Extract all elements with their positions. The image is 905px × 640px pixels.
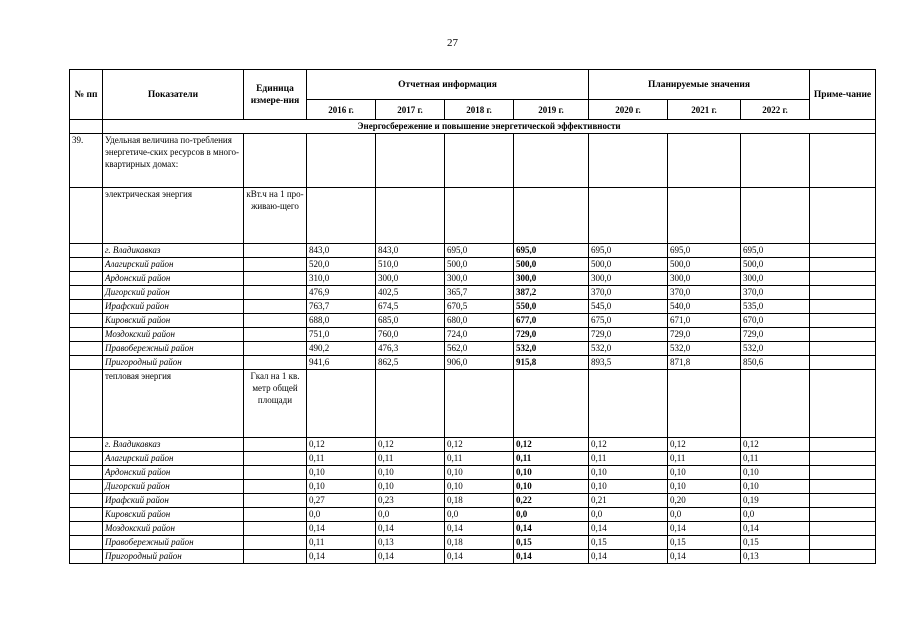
value-cell: 0,14 <box>668 522 741 536</box>
value-cell: 760,0 <box>376 328 445 342</box>
district-name: Дигорский район <box>103 286 244 300</box>
value-cell: 370,0 <box>741 286 810 300</box>
value-cell: 0,14 <box>668 550 741 564</box>
value-cell: 862,5 <box>376 356 445 370</box>
value-cell: 0,10 <box>307 466 376 480</box>
value-cell: 724,0 <box>445 328 514 342</box>
district-name: Кировский район <box>103 314 244 328</box>
value-cell: 0,10 <box>514 480 589 494</box>
value-cell: 0,15 <box>514 536 589 550</box>
value-cell: 0,11 <box>741 452 810 466</box>
value-cell: 688,0 <box>307 314 376 328</box>
value-cell: 763,7 <box>307 300 376 314</box>
value-cell: 0,15 <box>741 536 810 550</box>
header-year: 2018 г. <box>445 100 514 120</box>
value-cell: 677,0 <box>514 314 589 328</box>
value-cell: 729,0 <box>589 328 668 342</box>
value-cell: 0,10 <box>589 480 668 494</box>
value-cell: 0,27 <box>307 494 376 508</box>
table-row <box>70 438 876 452</box>
value-cell: 850,6 <box>741 356 810 370</box>
district-name: Ардонский район <box>103 466 244 480</box>
district-name: Кировский район <box>103 508 244 522</box>
value-cell: 0,11 <box>307 452 376 466</box>
district-name: г. Владикавказ <box>103 438 244 452</box>
table-row <box>70 480 876 494</box>
value-cell: 729,0 <box>514 328 589 342</box>
district-name: Ирафский район <box>103 494 244 508</box>
header-year: 2022 г. <box>741 100 810 120</box>
value-cell: 0,11 <box>307 536 376 550</box>
value-cell: 300,0 <box>589 272 668 286</box>
value-cell: 0,13 <box>376 536 445 550</box>
value-cell: 0,11 <box>445 452 514 466</box>
district-name: Правобережный район <box>103 342 244 356</box>
value-cell: 695,0 <box>668 244 741 258</box>
value-cell: 300,0 <box>741 272 810 286</box>
header-year: 2021 г. <box>668 100 741 120</box>
value-cell: 0,10 <box>445 480 514 494</box>
value-cell: 0,14 <box>589 522 668 536</box>
value-cell: 510,0 <box>376 258 445 272</box>
table-row <box>70 286 876 300</box>
value-cell: 695,0 <box>741 244 810 258</box>
value-cell: 0,19 <box>741 494 810 508</box>
value-cell: 0,10 <box>741 466 810 480</box>
value-cell: 0,14 <box>307 550 376 564</box>
page-number: 27 <box>447 37 458 49</box>
value-cell: 500,0 <box>668 258 741 272</box>
value-cell: 300,0 <box>376 272 445 286</box>
value-cell: 0,13 <box>741 550 810 564</box>
value-cell: 0,10 <box>668 480 741 494</box>
district-name: Дигорский район <box>103 480 244 494</box>
header-year: 2017 г. <box>376 100 445 120</box>
value-cell: 0,14 <box>589 550 668 564</box>
value-cell: 729,0 <box>741 328 810 342</box>
header-indicators: Показатели <box>103 70 244 120</box>
value-cell: 0,10 <box>376 466 445 480</box>
value-cell: 476,9 <box>307 286 376 300</box>
value-cell: 893,5 <box>589 356 668 370</box>
value-cell: 520,0 <box>307 258 376 272</box>
value-cell: 545,0 <box>589 300 668 314</box>
value-cell: 0,12 <box>376 438 445 452</box>
value-cell: 0,12 <box>307 438 376 452</box>
value-cell: 0,10 <box>589 466 668 480</box>
district-name: Правобережный район <box>103 536 244 550</box>
table-row <box>70 466 876 480</box>
category-electric: электрическая энергия <box>103 188 244 244</box>
value-cell: 0,10 <box>307 480 376 494</box>
table-row <box>70 494 876 508</box>
value-cell: 0,10 <box>376 480 445 494</box>
value-cell: 0,14 <box>741 522 810 536</box>
value-cell: 0,14 <box>445 550 514 564</box>
value-cell: 0,11 <box>589 452 668 466</box>
indicators-table <box>69 69 876 564</box>
value-cell: 751,0 <box>307 328 376 342</box>
value-cell: 0,21 <box>589 494 668 508</box>
value-cell: 500,0 <box>741 258 810 272</box>
district-name: Ирафский район <box>103 300 244 314</box>
header-year: 2020 г. <box>589 100 668 120</box>
table-row <box>70 356 876 370</box>
value-cell: 500,0 <box>445 258 514 272</box>
section-title: Энергосбережение и повышение энергетической эффективности <box>103 120 876 134</box>
district-name: Моздокский район <box>103 522 244 536</box>
table-row <box>70 522 876 536</box>
value-cell: 0,10 <box>445 466 514 480</box>
value-cell: 300,0 <box>445 272 514 286</box>
value-cell: 0,20 <box>668 494 741 508</box>
header-note: Приме-чание <box>810 70 876 120</box>
table-row <box>70 508 876 522</box>
value-cell: 0,10 <box>741 480 810 494</box>
value-cell: 685,0 <box>376 314 445 328</box>
value-cell: 0,14 <box>376 550 445 564</box>
value-cell: 0,11 <box>668 452 741 466</box>
value-cell: 535,0 <box>741 300 810 314</box>
district-name: Алагирский район <box>103 452 244 466</box>
table-row <box>70 300 876 314</box>
value-cell: 532,0 <box>741 342 810 356</box>
table-row <box>70 342 876 356</box>
value-cell: 695,0 <box>445 244 514 258</box>
value-cell: 365,7 <box>445 286 514 300</box>
value-cell: 490,2 <box>307 342 376 356</box>
table-row <box>70 550 876 564</box>
value-cell: 370,0 <box>668 286 741 300</box>
value-cell: 370,0 <box>589 286 668 300</box>
value-cell: 500,0 <box>589 258 668 272</box>
value-cell: 300,0 <box>514 272 589 286</box>
value-cell: 674,5 <box>376 300 445 314</box>
category-heat: тепловая энергия <box>103 370 244 438</box>
value-cell: 0,10 <box>668 466 741 480</box>
value-cell: 0,14 <box>514 550 589 564</box>
value-cell: 0,12 <box>741 438 810 452</box>
unit-electric: кВт.ч на 1 про-живаю-щего <box>244 188 307 244</box>
value-cell: 0,12 <box>668 438 741 452</box>
value-cell: 0,15 <box>668 536 741 550</box>
value-cell: 0,12 <box>445 438 514 452</box>
value-cell: 532,0 <box>668 342 741 356</box>
table-row <box>70 314 876 328</box>
value-cell: 680,0 <box>445 314 514 328</box>
value-cell: 843,0 <box>376 244 445 258</box>
table-row <box>70 536 876 550</box>
value-cell: 0,22 <box>514 494 589 508</box>
item-title: Удельная величина по-требления энергетиче-ских ресурсов в много-квартирных домах: <box>103 134 244 188</box>
table-row <box>70 258 876 272</box>
value-cell: 562,0 <box>445 342 514 356</box>
unit-heat: Гкал на 1 кв. метр общей площади <box>244 370 307 438</box>
table-row <box>70 272 876 286</box>
value-cell: 671,0 <box>668 314 741 328</box>
value-cell: 0,23 <box>376 494 445 508</box>
value-cell: 550,0 <box>514 300 589 314</box>
value-cell: 675,0 <box>589 314 668 328</box>
value-cell: 310,0 <box>307 272 376 286</box>
value-cell: 915,8 <box>514 356 589 370</box>
value-cell: 0,14 <box>445 522 514 536</box>
value-cell: 941,6 <box>307 356 376 370</box>
value-cell: 300,0 <box>668 272 741 286</box>
value-cell: 500,0 <box>514 258 589 272</box>
value-cell: 0,0 <box>307 508 376 522</box>
item-number: 39. <box>70 134 103 188</box>
header-number: № пп <box>70 70 103 120</box>
value-cell: 0,0 <box>741 508 810 522</box>
value-cell: 871,8 <box>668 356 741 370</box>
table-row <box>70 452 876 466</box>
value-cell: 695,0 <box>514 244 589 258</box>
header-planned: Планируемые значения <box>589 70 810 100</box>
value-cell: 0,11 <box>376 452 445 466</box>
value-cell: 0,14 <box>514 522 589 536</box>
value-cell: 0,0 <box>514 508 589 522</box>
value-cell: 402,5 <box>376 286 445 300</box>
value-cell: 0,12 <box>514 438 589 452</box>
value-cell: 0,0 <box>445 508 514 522</box>
value-cell: 532,0 <box>589 342 668 356</box>
value-cell: 0,15 <box>589 536 668 550</box>
district-name: Алагирский район <box>103 258 244 272</box>
district-name: Пригородный район <box>103 550 244 564</box>
table-row <box>70 328 876 342</box>
value-cell: 670,0 <box>741 314 810 328</box>
header-year: 2019 г. <box>514 100 589 120</box>
value-cell: 670,5 <box>445 300 514 314</box>
district-name: Моздокский район <box>103 328 244 342</box>
value-cell: 0,0 <box>376 508 445 522</box>
header-unit: Единица измере-ния <box>244 70 307 120</box>
value-cell: 0,0 <box>668 508 741 522</box>
value-cell: 906,0 <box>445 356 514 370</box>
value-cell: 0,14 <box>376 522 445 536</box>
value-cell: 695,0 <box>589 244 668 258</box>
table-row <box>70 244 876 258</box>
value-cell: 0,18 <box>445 536 514 550</box>
value-cell: 0,0 <box>589 508 668 522</box>
district-name: г. Владикавказ <box>103 244 244 258</box>
value-cell: 729,0 <box>668 328 741 342</box>
header-year: 2016 г. <box>307 100 376 120</box>
value-cell: 0,12 <box>589 438 668 452</box>
district-name: Ардонский район <box>103 272 244 286</box>
value-cell: 532,0 <box>514 342 589 356</box>
value-cell: 476,3 <box>376 342 445 356</box>
value-cell: 0,14 <box>307 522 376 536</box>
header-reported: Отчетная информация <box>307 70 589 100</box>
value-cell: 0,11 <box>514 452 589 466</box>
district-name: Пригородный район <box>103 356 244 370</box>
value-cell: 0,18 <box>445 494 514 508</box>
value-cell: 843,0 <box>307 244 376 258</box>
value-cell: 540,0 <box>668 300 741 314</box>
value-cell: 0,10 <box>514 466 589 480</box>
value-cell: 387,2 <box>514 286 589 300</box>
